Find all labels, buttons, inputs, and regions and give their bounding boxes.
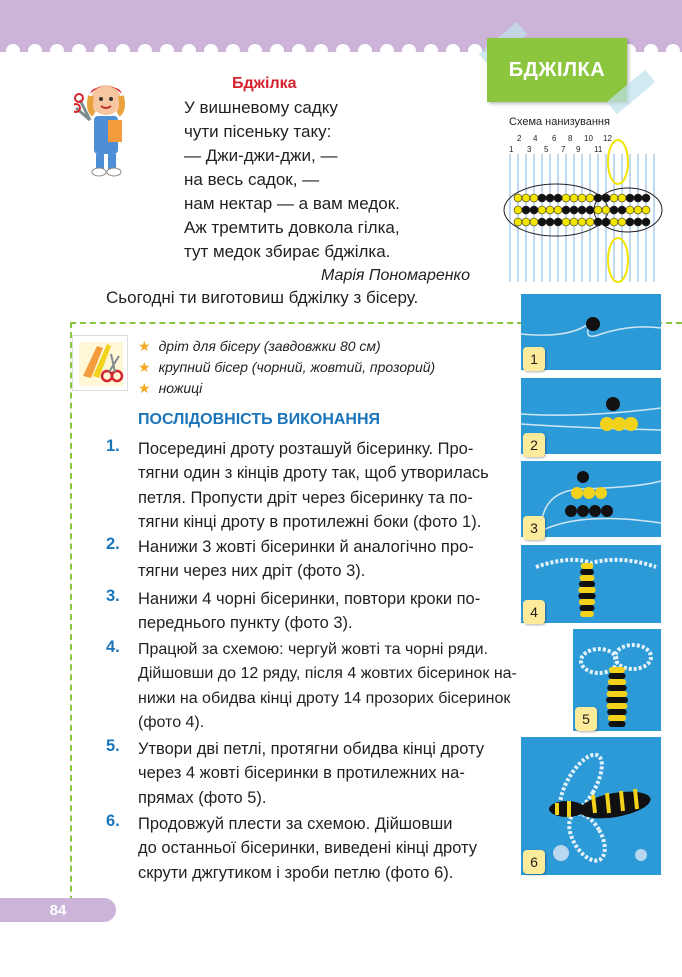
scheme-bead [634, 206, 642, 214]
bee-stripe [606, 697, 628, 703]
photo-badge: 4 [523, 600, 545, 624]
step-text: Посередині дроту розташуй бісеринку. Про- тягни один з кінців дроту так, щоб утворилась петля. Пропусти дріт через бісеринку та по- тягни кінці дроту в протилежні боки (фото 1). [138, 440, 489, 531]
scheme-bead [594, 206, 602, 214]
star-icon: ★ [138, 338, 151, 354]
scheme-number: 7 [561, 145, 566, 154]
scheme-bead [626, 206, 634, 214]
scheme-bead [522, 194, 530, 202]
scallop [182, 44, 196, 58]
scallop [336, 44, 350, 58]
scallop [138, 44, 152, 58]
scallop [644, 44, 658, 58]
scheme-bead [594, 218, 602, 226]
scheme-bead [586, 206, 594, 214]
scheme-bead [578, 206, 586, 214]
scheme-bead [538, 218, 546, 226]
scheme-bead [546, 218, 554, 226]
scheme-bead [522, 218, 530, 226]
beading-scheme [500, 132, 665, 292]
scheme-bead [618, 206, 626, 214]
photo-badge: 2 [523, 433, 545, 457]
material-item: ★ дріт для бісеру (завдовжки 80 см) [138, 338, 381, 354]
step-text: Працюй за схемою: чергуй жовті та чорні ряди. Дійшовши до 12 ряду, після 4 жовтих бісеринок на- нижи на обидва кінці дроту 14 прозорих бісеринок (фото 4). [138, 641, 517, 731]
star-icon: ★ [138, 359, 151, 375]
scheme-bead [618, 194, 626, 202]
page-number: 84 [0, 898, 116, 922]
scheme-bead [610, 194, 618, 202]
star-icon: ★ [138, 380, 151, 396]
scheme-bead [578, 194, 586, 202]
scheme-number: 11 [594, 145, 603, 154]
poem-line: на весь садок, — [184, 170, 320, 189]
bee-stripe [607, 685, 627, 691]
scheme-number: 4 [533, 134, 538, 143]
step-text: Продовжуй плести за схемою. Дійшовши до останньої бісеринки, виведені кінці дроту скрути джгутиком і зроби петлю (фото 6). [138, 815, 478, 882]
scallop [204, 44, 218, 58]
scheme-bead [634, 218, 642, 226]
poem-author: Марія Пономаренко [321, 267, 470, 284]
scheme-bead [634, 194, 642, 202]
bee-stripe [578, 587, 595, 593]
poem-line: тут медок збирає бджілка. [184, 242, 391, 261]
section-title: ПОСЛІДОВНІСТЬ ВИКОНАННЯ [138, 411, 381, 428]
scheme-bead [530, 206, 538, 214]
scallop [6, 44, 20, 58]
bee-stripe [579, 581, 595, 587]
scheme-bead [562, 218, 570, 226]
scheme-bead [546, 206, 554, 214]
scheme-bead [514, 206, 522, 214]
bee-stripe [609, 667, 625, 673]
materials-icon [72, 335, 128, 391]
scallop [248, 44, 262, 58]
scheme-number: 2 [517, 134, 522, 143]
scheme-number: 3 [527, 145, 532, 154]
material-item: ★ ножиці [138, 380, 203, 396]
scheme-bead [514, 194, 522, 202]
poem-line: нам нектар — а вам медок. [184, 194, 400, 213]
scheme-number: 9 [576, 145, 581, 154]
bee-stripe [607, 691, 628, 697]
scheme-number: 5 [544, 145, 549, 154]
scheme-number: 12 [603, 134, 612, 143]
scallop [50, 44, 64, 58]
scheme-bead [602, 194, 610, 202]
scheme-bead [554, 206, 562, 214]
bee-stripe [578, 593, 595, 599]
dashed-border-left [70, 322, 72, 922]
poem-line: Аж тремтить довкола гілка, [184, 218, 400, 237]
poem [184, 72, 484, 288]
scheme-bead [522, 206, 530, 214]
step-text: Нанижи 3 жовті бісеринки й аналогічно про- тягни через них дріт (фото 3). [138, 538, 474, 581]
scheme-bead [546, 194, 554, 202]
scheme-title: Схема нанизування [509, 116, 610, 128]
scheme-number: 8 [568, 134, 573, 143]
scheme-bead [586, 218, 594, 226]
scheme-bead [562, 194, 570, 202]
poem-title: Бджілка [232, 75, 297, 92]
step-number: 5. [106, 737, 120, 755]
bee-stripe [608, 715, 626, 721]
scallop [292, 44, 306, 58]
scheme-bead [602, 218, 610, 226]
scheme-bead [618, 218, 626, 226]
scallop [72, 44, 86, 58]
step-number: 4. [106, 638, 120, 656]
step-number: 3. [106, 587, 120, 605]
photo-badge: 5 [575, 707, 597, 731]
intro-text: Сьогодні ти виготовиш бджілку з бісеру. [106, 288, 419, 307]
scheme-number: 10 [584, 134, 593, 143]
girl-illustration [74, 80, 132, 178]
scheme-bead [570, 194, 578, 202]
photo-badge: 3 [523, 516, 545, 540]
step-number: 6. [106, 812, 120, 830]
scheme-bead [562, 206, 570, 214]
scallop [94, 44, 108, 58]
scheme-bead [602, 206, 610, 214]
bee-stripe [580, 569, 594, 575]
step-text: Нанижи 4 чорні бісеринки, повтори кроки по- переднього пункту (фото 3). [138, 590, 481, 633]
bee-stripe [607, 709, 627, 715]
scallop [160, 44, 174, 58]
scheme-bead [570, 218, 578, 226]
bee-stripe [608, 673, 625, 679]
scheme-number: 6 [552, 134, 557, 143]
scheme-bead [586, 194, 594, 202]
bee-stripe [579, 599, 595, 605]
scheme-bead [642, 218, 650, 226]
scheme-bead [594, 194, 602, 202]
step-text: Утвори дві петлі, протягни обидва кінці дроту через 4 жовті бісеринки в протилежних на- прямах (фото 5). [138, 740, 485, 807]
bee-stripe [580, 575, 595, 581]
scallop [380, 44, 394, 58]
scallop [116, 44, 130, 58]
poem-line: У вишневому садку [184, 98, 338, 117]
step-number: 2. [106, 535, 120, 553]
scheme-bead [554, 218, 562, 226]
scallop [270, 44, 284, 58]
bee-stripe [608, 721, 625, 727]
scheme-bead [610, 218, 618, 226]
bee-stripe [608, 679, 626, 685]
photo-badge: 1 [523, 347, 545, 371]
scheme-bead [554, 194, 562, 202]
scallop [424, 44, 438, 58]
scheme-number: 1 [509, 145, 514, 154]
scallop [358, 44, 372, 58]
scheme-bead [514, 218, 522, 226]
scheme-bead [642, 206, 650, 214]
scallop [28, 44, 42, 58]
scheme-bead [578, 218, 586, 226]
scallop [446, 44, 460, 58]
scallop [226, 44, 240, 58]
scheme-bead [538, 194, 546, 202]
scheme-bead [530, 218, 538, 226]
scheme-bead [642, 194, 650, 202]
bee-stripe [580, 605, 595, 611]
scheme-bead [538, 206, 546, 214]
material-item: ★ крупний бісер (чорний, жовтий, прозорий) [138, 359, 436, 375]
step-number: 1. [106, 437, 120, 455]
bee-stripe [607, 703, 628, 709]
bee-stripe [580, 611, 594, 617]
poem-line: — Джи-джи-джи, — [184, 146, 338, 165]
bee-stripe [581, 563, 594, 569]
scallop [402, 44, 416, 58]
scallop [314, 44, 328, 58]
lesson-title: БДЖІЛКА [487, 38, 627, 102]
scheme-bead [570, 206, 578, 214]
scallop [666, 44, 680, 58]
photo-badge: 6 [523, 850, 545, 874]
scheme-bead [530, 194, 538, 202]
scheme-bead [610, 206, 618, 214]
scheme-bead [626, 194, 634, 202]
scheme-bead [626, 218, 634, 226]
poem-line: чути пісеньку таку: [184, 122, 332, 141]
materials-list [138, 336, 435, 399]
